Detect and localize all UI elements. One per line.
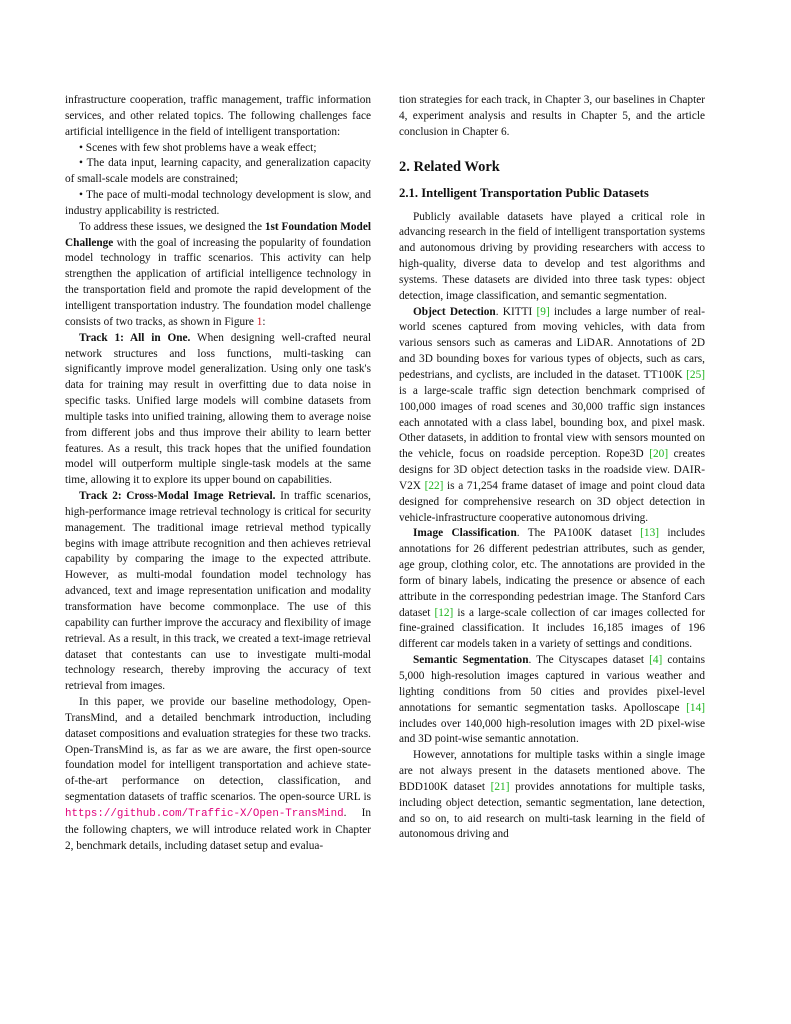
citation-link[interactable]: [14] — [686, 701, 705, 714]
datasets-intro-paragraph: Publicly available datasets have played a critical role in advancing research in the field of intelligent transportation systems and autonomous driving by providing researchers with access to high-quality, diverse data to develop and test algorithms and systems. These datasets are divided into three task types: object detection, image classification, and semantic segmentation. — [399, 210, 705, 302]
section-heading: 2. Related Work — [399, 158, 500, 175]
right-column — [399, 93, 705, 843]
citation-link[interactable]: [20] — [649, 448, 669, 461]
citation-link[interactable]: [9] — [536, 305, 550, 318]
overview-paragraph: In this paper, we provide our baseline methodology, Open-TransMind, and a detailed benchmark introduction, including dataset compositions and evaluation strategies for these two tracks. Open-TransMind is, as far as we are aware, the first open-source foundation model for intelligent transportation and achieve state-of-the-art performance on detection, classification, and segmentation datasets of traffic scenarios. The open-source URL is https://github.com/Traffic-X/Open-TransMind. In the following chapters, we will introduce related work in Chapter 2, benchmark details, including dataset setup and evalua- — [65, 696, 371, 852]
track2-paragraph: Track 2: Cross-Modal Image Retrieval. In traffic scenarios, high-performance image retrieval technology is critical for security management. The traditional image retrieval method typically begins with image attribute recognition and then achieves retrieval capability by comparing the image to the expected attribute. However, as multi-modal foundation model technology has advanced, text and image representation unification and modality transformation have become commonplace. The use of this capability can further improve the accuracy and flexibility of image retrieval. As a result, in this track, we created a text-image retrieval dataset that contestants can use to investigate multi-modal technology research, thereby improving the accuracy of text retrieval from images. — [65, 490, 371, 693]
citation-link[interactable]: [13] — [640, 527, 659, 540]
github-url-link[interactable]: https://github.com/Traffic-X/Open-TransMind — [65, 807, 344, 820]
citation-link[interactable]: [25] — [686, 368, 705, 381]
semantic-segmentation-paragraph: Semantic Segmentation. The Cityscapes dataset [4] contains 5,000 high-resolution images captured in various weather and lighting conditions from 50 cities and provides pixel-level annotations for semantic segmentation tasks. Apolloscape [14] includes over 140,000 high-resolution images with 2D pixel-wise and 3D point-wise semantic annotation. — [399, 654, 705, 746]
continuation-paragraph: tion strategies for each track, in Chapter 3, our baselines in Chapter 4, experiment analysis and results in Chapter 5, and the article conclusion in Chapter 6. — [399, 94, 705, 138]
intro-paragraph: infrastructure cooperation, traffic management, traffic information services, and other related topics. The following challenges face artificial intelligence in the field of intelligent transportation: — [65, 94, 371, 138]
citation-link[interactable]: [22] — [424, 479, 444, 492]
bullet-item: • The data input, learning capacity, and generalization capacity of small-scale models are constrained; — [65, 157, 371, 186]
citation-link[interactable]: [12] — [434, 606, 454, 619]
challenge-paragraph: To address these issues, we designed the 1st Foundation Model Challenge with the goal of increasing the popularity of foundation model technology in traffic scenarios. This activity can help strengthen the application of artificial intelligence technology in the transportation field and promote the rapid development of the intelligent transportation industry. The foundation model challenge consists of two tracks, as shown in Figure 1: — [65, 220, 371, 328]
image-classification-paragraph: Image Classification. The PA100K dataset [13] includes annotations for 26 different pedestrian attributes, such as gender, age group, clothing color, etc. The annotations are provided in the form of binary labels, indicating the presence or absence of each attribute in the corresponding pedestrian image. The Stanford Cars dataset [12] is a large-scale collection of car images collected for fine-grained classification. It includes 16,185 images of 196 different car models taken in a variety of settings and conditions. — [399, 527, 705, 651]
citation-link[interactable]: [4] — [649, 654, 663, 667]
track1-paragraph: Track 1: All in One. When designing well-crafted neural network structures and loss functions, multi-tasking can significantly improve model generalization. Using only one task's data for training may result in overfitting due to data noise in specific tasks. Unified large models will combine datasets from multiple tasks into unified training, allowing them to average noise from different jobs and thus improve their ability to learn better features. As a result, this track hopes that the unified foundation model will outperform multiple single-task models at the same time, allowing it to explore its upper bound on capabilities. — [65, 331, 371, 487]
bullet-item: • Scenes with few shot problems have a weak effect; — [79, 141, 317, 154]
figure-link[interactable]: 1 — [256, 315, 263, 328]
bullet-item: • The pace of multi-modal technology development is slow, and industry applicability is restricted. — [65, 189, 371, 217]
citation-link[interactable]: [21] — [490, 780, 510, 793]
subsection-heading: 2.1. Intelligent Transportation Public Datasets — [399, 185, 649, 200]
object-detection-paragraph: Object Detection. KITTI [9] includes a large number of real-world scenes captured from moving vehicles, with data from various sensors such as cameras and LiDAR. Annotations of 2D and 3D bounding boxes for various types of objects, such as cars, pedestrians, and cyclists, are included in the dataset. TT100K [25] is a large-scale traffic sign detection benchmark comprised of 100,000 images of road scenes and 30,000 traffic sign instances each annotated with a class label, bounding box, and pixel mask. Other datasets, in addition to frontal view with sensors mounted on the vehicle, focus on roadside perception. Rope3D [20] creates designs for 3D object detection tasks in the roadside view. DAIR-V2X [22] is a 71,254 frame dataset of image and point cloud data designed for comprehensive research on 3D object detection in vehicle-infrastructure cooperative autonomous driving. — [399, 305, 705, 524]
left-column — [65, 93, 371, 855]
multitask-paragraph: However, annotations for multiple tasks within a single image are not always present in the datasets mentioned above. The BDD100K dataset [21] provides annotations for multiple tasks, including object detection, semantic segmentation, lane detection, and so on, to aid research on multi-task learning in the field of autonomous driving and — [399, 749, 705, 841]
